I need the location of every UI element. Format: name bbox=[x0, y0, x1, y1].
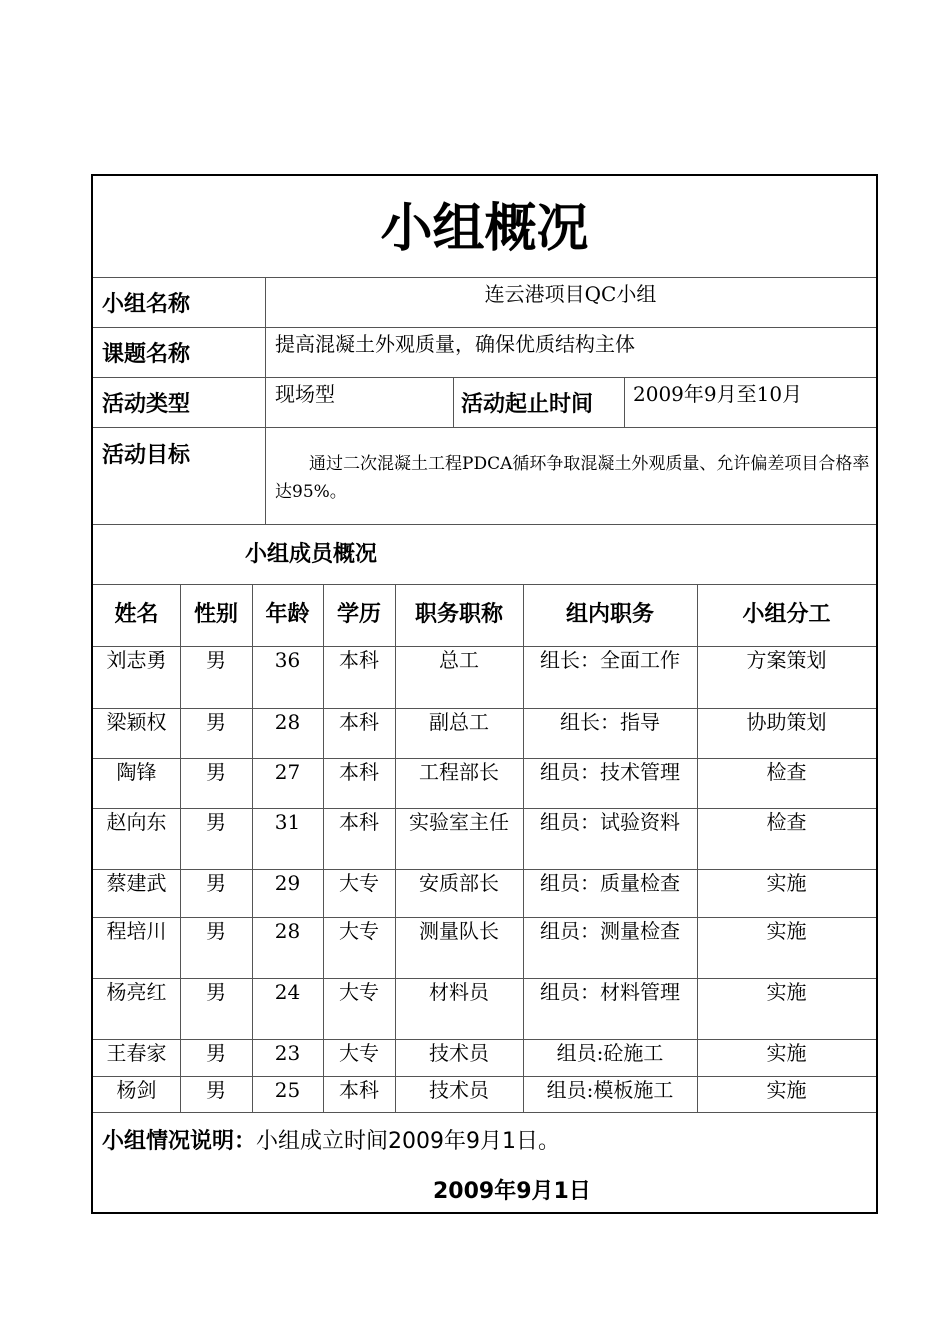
cell-name: 蔡建武 bbox=[106, 871, 167, 895]
table-row bbox=[93, 808, 876, 869]
cell-position: 实验室主任 bbox=[409, 810, 509, 834]
divider bbox=[453, 377, 454, 427]
divider bbox=[265, 277, 266, 524]
table-row bbox=[93, 1039, 876, 1076]
column-header-position: 职务职称 bbox=[414, 602, 503, 627]
activity-period-label: 活动起止时间 bbox=[461, 392, 594, 417]
cell-role: 组员：质量检查 bbox=[540, 871, 680, 895]
cell-name: 刘志勇 bbox=[106, 648, 167, 672]
cell-position: 材料员 bbox=[429, 980, 489, 1004]
cell-education: 大专 bbox=[339, 1041, 379, 1065]
column-header-role: 组内职务 bbox=[565, 602, 654, 627]
cell-age: 25 bbox=[274, 1078, 301, 1102]
cell-role: 组员：试验资料 bbox=[540, 810, 680, 834]
cell-education: 本科 bbox=[339, 648, 379, 672]
activity-type-value: 现场型 bbox=[275, 382, 335, 406]
cell-position: 测量队长 bbox=[419, 919, 499, 943]
cell-gender: 男 bbox=[206, 871, 226, 895]
table-row bbox=[93, 708, 876, 758]
cell-position: 技术员 bbox=[429, 1041, 489, 1065]
goal-label: 活动目标 bbox=[102, 443, 191, 468]
cell-role: 组长：全面工作 bbox=[540, 648, 680, 672]
cell-age: 36 bbox=[274, 648, 301, 672]
cell-gender: 男 bbox=[206, 760, 226, 784]
cell-education: 大专 bbox=[339, 871, 379, 895]
cell-role: 组员：技术管理 bbox=[540, 760, 680, 784]
divider bbox=[93, 427, 876, 428]
cell-division: 检查 bbox=[766, 760, 807, 784]
cell-education: 本科 bbox=[339, 810, 379, 834]
group-name-value: 连云港项目QC小组 bbox=[484, 282, 657, 306]
sign-date: 2009年9月1日 bbox=[433, 1179, 591, 1204]
members-section-title: 小组成员概况 bbox=[245, 542, 378, 567]
divider bbox=[93, 1112, 876, 1113]
cell-name: 杨亮红 bbox=[106, 980, 167, 1004]
cell-education: 本科 bbox=[339, 710, 379, 734]
note-label: 小组情况说明： bbox=[102, 1129, 257, 1154]
cell-gender: 男 bbox=[206, 919, 226, 943]
table-row bbox=[93, 646, 876, 708]
cell-gender: 男 bbox=[206, 710, 226, 734]
cell-name: 陶锋 bbox=[116, 760, 157, 784]
divider bbox=[624, 377, 625, 427]
note-line bbox=[102, 1124, 560, 1155]
cell-position: 工程部长 bbox=[419, 760, 499, 784]
cell-name: 杨剑 bbox=[116, 1078, 157, 1102]
cell-position: 副总工 bbox=[429, 710, 489, 734]
group-overview-form bbox=[91, 174, 878, 1214]
cell-age: 23 bbox=[274, 1041, 301, 1065]
cell-division: 实施 bbox=[766, 980, 807, 1004]
cell-name: 程培川 bbox=[106, 919, 167, 943]
cell-age: 27 bbox=[274, 760, 301, 784]
cell-education: 本科 bbox=[339, 1078, 379, 1102]
cell-position: 总工 bbox=[439, 648, 479, 672]
group-name-label: 小组名称 bbox=[102, 292, 191, 317]
table-row bbox=[93, 1076, 876, 1113]
cell-name: 梁颖权 bbox=[106, 710, 167, 734]
cell-position: 技术员 bbox=[429, 1078, 489, 1102]
cell-gender: 男 bbox=[206, 980, 226, 1004]
cell-name: 王春家 bbox=[106, 1041, 167, 1065]
cell-name: 赵向东 bbox=[106, 810, 167, 834]
cell-gender: 男 bbox=[206, 810, 226, 834]
divider bbox=[93, 524, 876, 525]
cell-division: 协助策划 bbox=[746, 710, 827, 734]
column-header-division: 小组分工 bbox=[742, 602, 831, 627]
activity-period-value: 2009年9月至10月 bbox=[633, 382, 803, 406]
cell-gender: 男 bbox=[206, 1041, 226, 1065]
topic-label: 课题名称 bbox=[102, 342, 191, 367]
table-row bbox=[93, 758, 876, 808]
cell-division: 检查 bbox=[766, 810, 807, 834]
goal-value: 通过二次混凝土工程PDCA循环争取混凝土外观质量、允许偏差项目合格率达95%。 bbox=[275, 454, 870, 502]
cell-role: 组长：指导 bbox=[560, 710, 660, 734]
cell-role: 组员：材料管理 bbox=[540, 980, 680, 1004]
cell-role: 组员：测量检查 bbox=[540, 919, 680, 943]
column-header-age: 年龄 bbox=[265, 602, 310, 627]
table-row bbox=[93, 869, 876, 917]
cell-education: 本科 bbox=[339, 760, 379, 784]
cell-age: 24 bbox=[274, 980, 301, 1004]
cell-age: 28 bbox=[274, 710, 301, 734]
cell-age: 29 bbox=[274, 871, 301, 895]
cell-gender: 男 bbox=[206, 1078, 226, 1102]
cell-division: 方案策划 bbox=[746, 648, 827, 672]
cell-education: 大专 bbox=[339, 919, 379, 943]
table-row bbox=[93, 917, 876, 978]
cell-division: 实施 bbox=[766, 1041, 807, 1065]
cell-division: 实施 bbox=[766, 1078, 807, 1102]
topic-value: 提高混凝土外观质量，确保优质结构主体 bbox=[275, 332, 635, 356]
members-table bbox=[93, 584, 876, 1112]
column-header-gender: 性别 bbox=[193, 602, 238, 627]
cell-education: 大专 bbox=[339, 980, 379, 1004]
cell-gender: 男 bbox=[206, 648, 226, 672]
column-header-education: 学历 bbox=[336, 602, 381, 627]
cell-age: 31 bbox=[274, 810, 301, 834]
note-text: 小组成立时间2009年9月1日。 bbox=[256, 1129, 560, 1154]
cell-division: 实施 bbox=[766, 871, 807, 895]
cell-division: 实施 bbox=[766, 919, 807, 943]
cell-position: 安质部长 bbox=[419, 871, 499, 895]
column-header-name: 姓名 bbox=[114, 602, 159, 627]
activity-type-label: 活动类型 bbox=[102, 392, 191, 417]
cell-role: 组员:砼施工 bbox=[556, 1041, 664, 1065]
cell-role: 组员:模板施工 bbox=[546, 1078, 674, 1102]
cell-age: 28 bbox=[274, 919, 301, 943]
page-title: 小组概况 bbox=[380, 199, 589, 259]
table-row bbox=[93, 978, 876, 1039]
